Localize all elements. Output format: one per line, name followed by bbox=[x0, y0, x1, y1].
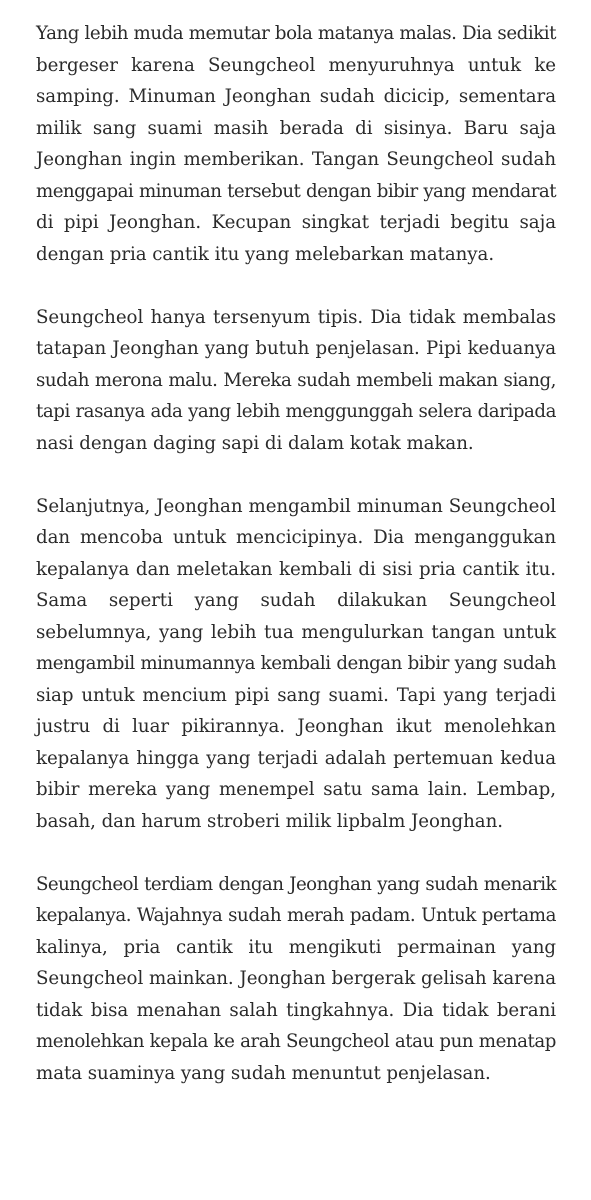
text-line: kepalanya hingga yang terjadi adalah pertemuan kedua bbox=[36, 747, 556, 769]
paragraph-2 bbox=[36, 302, 556, 460]
text-line: kepalanya dan meletakan kembali di sisi pria cantik itu. bbox=[36, 558, 556, 580]
text-line: tidak bisa menahan salah tingkahnya. Dia tidak berani bbox=[36, 999, 556, 1021]
text-line: menolehkan kepala ke arah Seungcheol atau pun menatap bbox=[36, 1031, 556, 1052]
text-line: tatapan Jeonghan yang butuh penjelasan. Pipi keduanya bbox=[36, 338, 556, 359]
text-line: bibir mereka yang menempel satu sama lain. Lembap, bbox=[36, 779, 556, 800]
text-line: kalinya, pria cantik itu mengikuti permainan yang bbox=[36, 936, 556, 958]
text-line: siap untuk mencium pipi sang suami. Tapi yang terjadi bbox=[36, 684, 556, 706]
text-line: menggapai minuman tersebut dengan bibir yang mendarat bbox=[36, 180, 556, 202]
text-line: justru di luar pikirannya. Jeonghan ikut menolehkan bbox=[36, 716, 556, 737]
text-line: dengan pria cantik itu yang melebarkan matanya. bbox=[36, 243, 495, 265]
text-line: Sama seperti yang sudah dilakukan Seungcheol bbox=[36, 590, 556, 611]
text-line: Seungcheol terdiam dengan Jeonghan yang sudah menarik bbox=[36, 873, 556, 895]
text-line: mata suaminya yang sudah menuntut penjelasan. bbox=[36, 1062, 491, 1084]
text-line: sebelumnya, yang lebih tua mengulurkan tangan untuk bbox=[36, 621, 556, 643]
text-line: Seungcheol mainkan. Jeonghan bergerak gelisah karena bbox=[36, 968, 556, 989]
paragraph-1 bbox=[36, 18, 556, 270]
story-text bbox=[36, 18, 556, 1121]
text-line: Yang lebih muda memutar bola matanya malas. Dia sedikit bbox=[36, 23, 556, 44]
text-line: basah, dan harum stroberi milik lipbalm Jeonghan. bbox=[36, 810, 503, 832]
text-line: milik sang suami masih berada di sisinya. Baru saja bbox=[36, 117, 556, 139]
paragraph-4 bbox=[36, 869, 556, 1090]
text-line: di pipi Jeonghan. Kecupan singkat terjadi begitu saja bbox=[36, 212, 556, 233]
paragraph-3 bbox=[36, 491, 556, 838]
text-line: bergeser karena Seungcheol menyuruhnya untuk ke bbox=[36, 54, 556, 76]
text-line: Jeonghan ingin memberikan. Tangan Seungcheol sudah bbox=[36, 149, 556, 170]
text-line: tapi rasanya ada yang lebih menggunggah selera daripada bbox=[36, 401, 556, 422]
text-line: kepalanya. Wajahnya sudah merah padam. Untuk pertama bbox=[36, 905, 556, 926]
text-line: mengambil minumannya kembali dengan bibir yang sudah bbox=[36, 653, 556, 674]
text-line: dan mencoba untuk mencicipinya. Dia menganggukan bbox=[36, 527, 556, 548]
text-line: sudah merona malu. Mereka sudah membeli makan siang, bbox=[36, 369, 556, 391]
text-line: Seungcheol hanya tersenyum tipis. Dia tidak membalas bbox=[36, 306, 556, 328]
text-line: Selanjutnya, Jeonghan mengambil minuman Seungcheol bbox=[36, 495, 556, 517]
text-line: samping. Minuman Jeonghan sudah dicicip, sementara bbox=[36, 86, 556, 107]
text-line: nasi dengan daging sapi di dalam kotak makan. bbox=[36, 432, 474, 454]
